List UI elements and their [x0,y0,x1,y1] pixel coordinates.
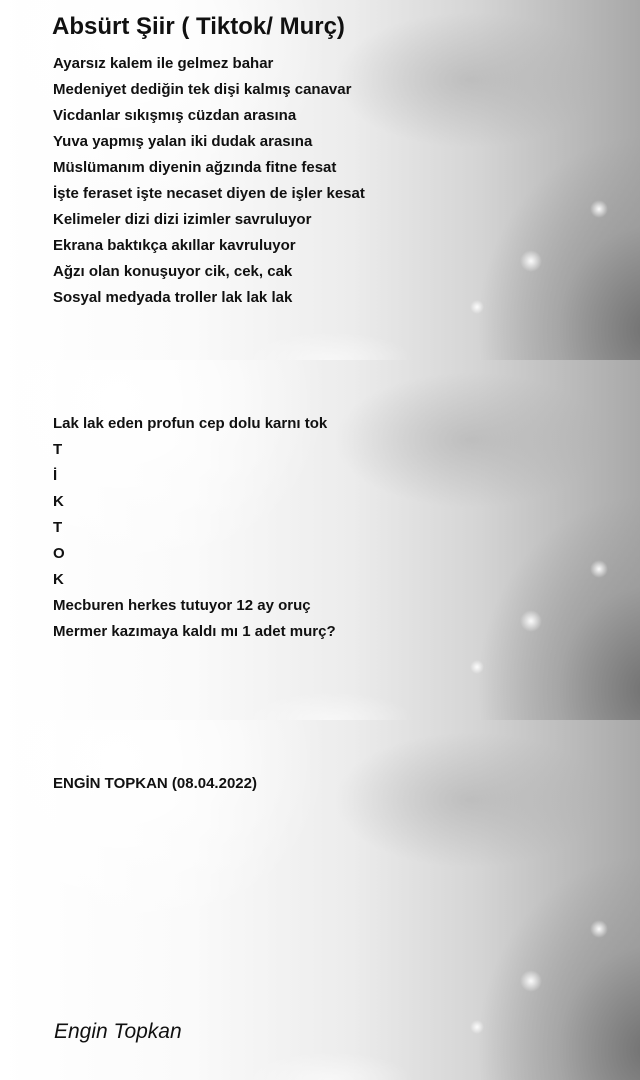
poem-line: Sosyal medyada troller lak lak lak [53,289,293,306]
poem-title: Absürt Şiir ( Tiktok/ Murç) [52,13,345,40]
bokeh-light [470,300,484,314]
poem-signature: ENGİN TOPKAN (08.04.2022) [53,775,257,792]
poem-line: Medeniyet dediğin tek dişi kalmış canavar [53,81,352,98]
poem-line: Yuva yapmış yalan iki dudak arasına [53,133,313,150]
bokeh-light [520,250,542,272]
bokeh-light [470,660,484,674]
poem-line: K [53,493,64,510]
poem-line: Kelimeler dizi dizi izimler savruluyor [53,211,312,228]
poem-line: K [53,571,64,588]
poem-line: İ [53,467,58,484]
bokeh-light [590,920,608,938]
poem-line: Müslümanım diyenin ağzında fitne fesat [53,159,337,176]
poem-line: T [53,519,63,536]
poem-line: Mecburen herkes tutuyor 12 ay oruç [53,597,311,614]
bokeh-light [590,200,608,218]
poem-panel-3 [0,720,640,1080]
poem-line: T [53,441,63,458]
poem-stanza-1 [53,51,365,311]
poem-line: Ekrana baktıkça akıllar kavruluyor [53,237,296,254]
poem-panel-2 [0,360,640,720]
bokeh-light [520,610,542,632]
poem-stanza-2 [53,411,336,645]
poem-line: Ayarsız kalem ile gelmez bahar [53,55,274,72]
poem-line: Ağzı olan konuşuyor cik, cek, cak [53,263,293,280]
poem-line: İşte feraset işte necaset diyen de işler kesat [53,185,365,202]
author-name: Engin Topkan [54,1020,182,1043]
bokeh-light [520,970,542,992]
poem-panel-1 [0,0,640,360]
poem-line: O [53,545,65,562]
poem-line: Lak lak eden profun cep dolu karnı tok [53,415,328,432]
bokeh-light [470,1020,484,1034]
bokeh-light [590,560,608,578]
poem-line: Vicdanlar sıkışmış cüzdan arasına [53,107,297,124]
poem-line: Mermer kazımaya kaldı mı 1 adet murç? [53,623,336,640]
